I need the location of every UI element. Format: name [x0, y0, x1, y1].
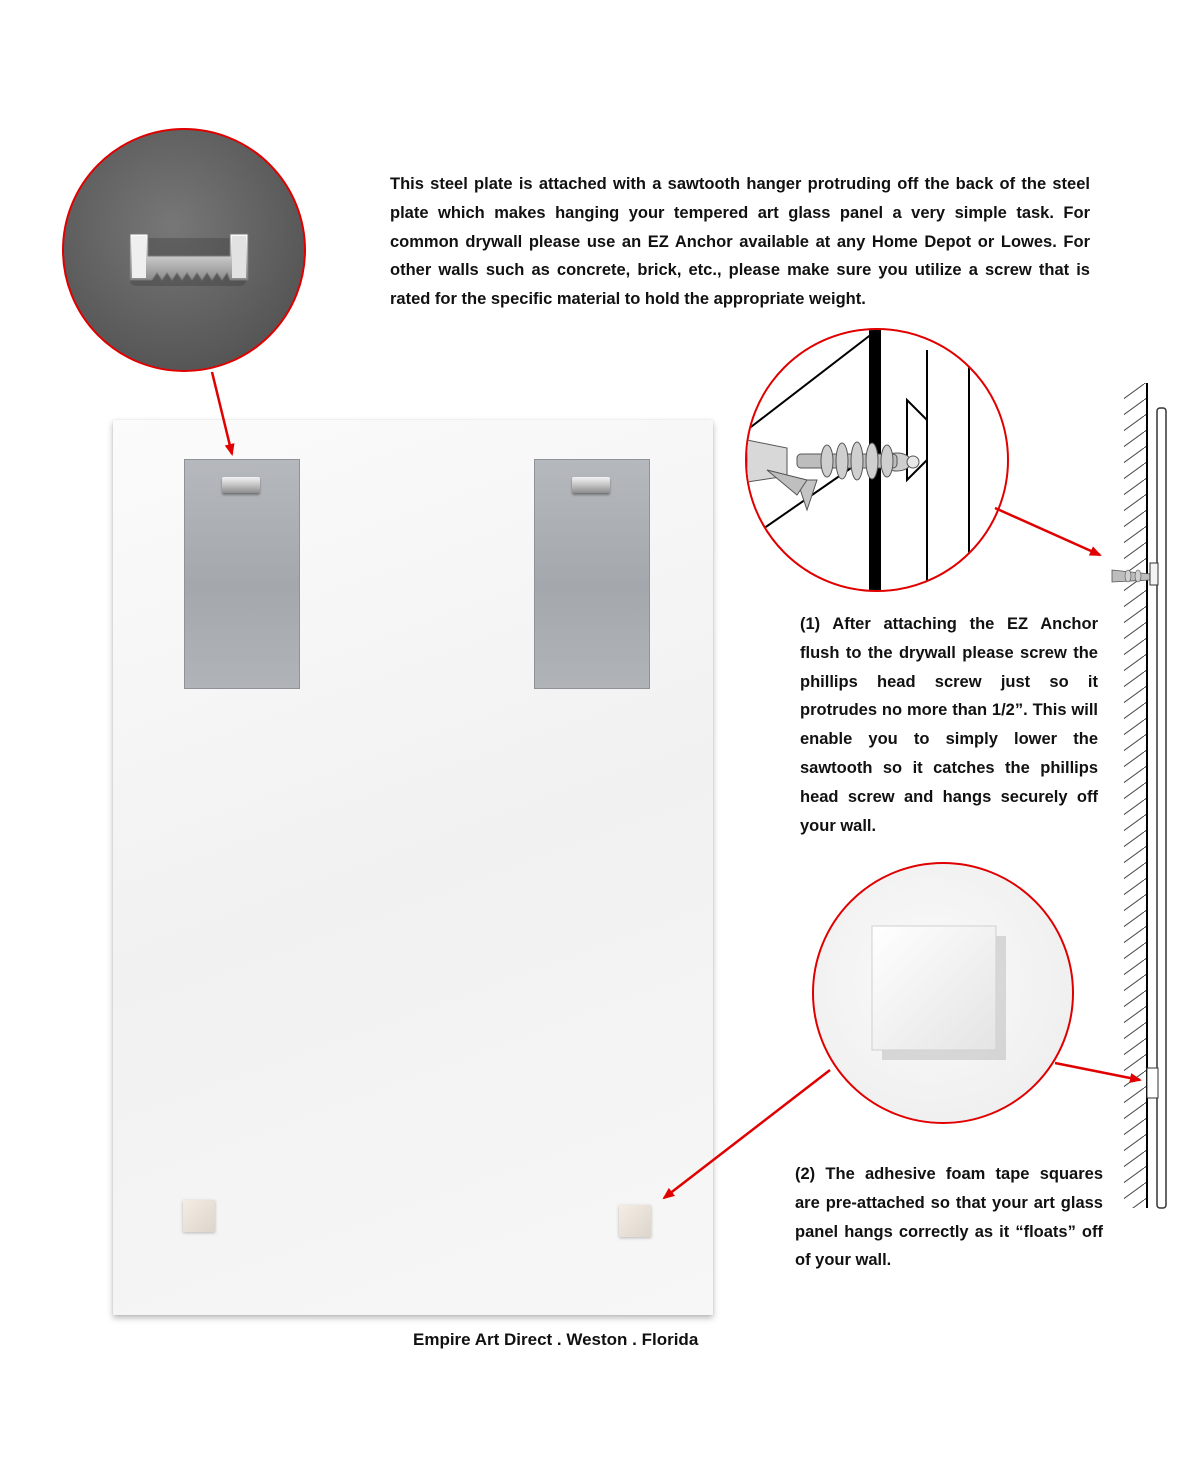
foam-pad-profile — [1147, 1068, 1158, 1098]
wall-hatch-icon — [1124, 383, 1148, 1208]
intro-paragraph: This steel plate is attached with a sawtooth hanger protruding off the back of the steel plate which makes hanging your tempered art glass panel a very simple task. For common drywall please use an EZ Anchor available at any Home Depot or Lowes. For other walls such as concrete, brick, etc., please make sure you utilize a screw that is rated for the specific material to hold the appropriate weight. — [390, 175, 1090, 309]
footer-credit: Empire Art Direct . Weston . Florida — [413, 1330, 699, 1349]
step2-instructions: (2) The adhesive foam tape squares are pre-attached so that your art glass panel hangs correctly as it “floats” off of your wall. — [795, 1165, 1103, 1270]
arrow-to-anchor — [995, 508, 1100, 555]
arrow-to-pad — [664, 1070, 830, 1198]
step1-instructions: (1) After attaching the EZ Anchor flush to the drywall please screw the phillips head screw just so it protrudes no more than 1/2”. This will enable you to simply lower the sawtooth so it catches the phillips head screw and hangs securely off your wall. — [800, 615, 1098, 835]
arrow-to-hanger — [212, 372, 232, 454]
